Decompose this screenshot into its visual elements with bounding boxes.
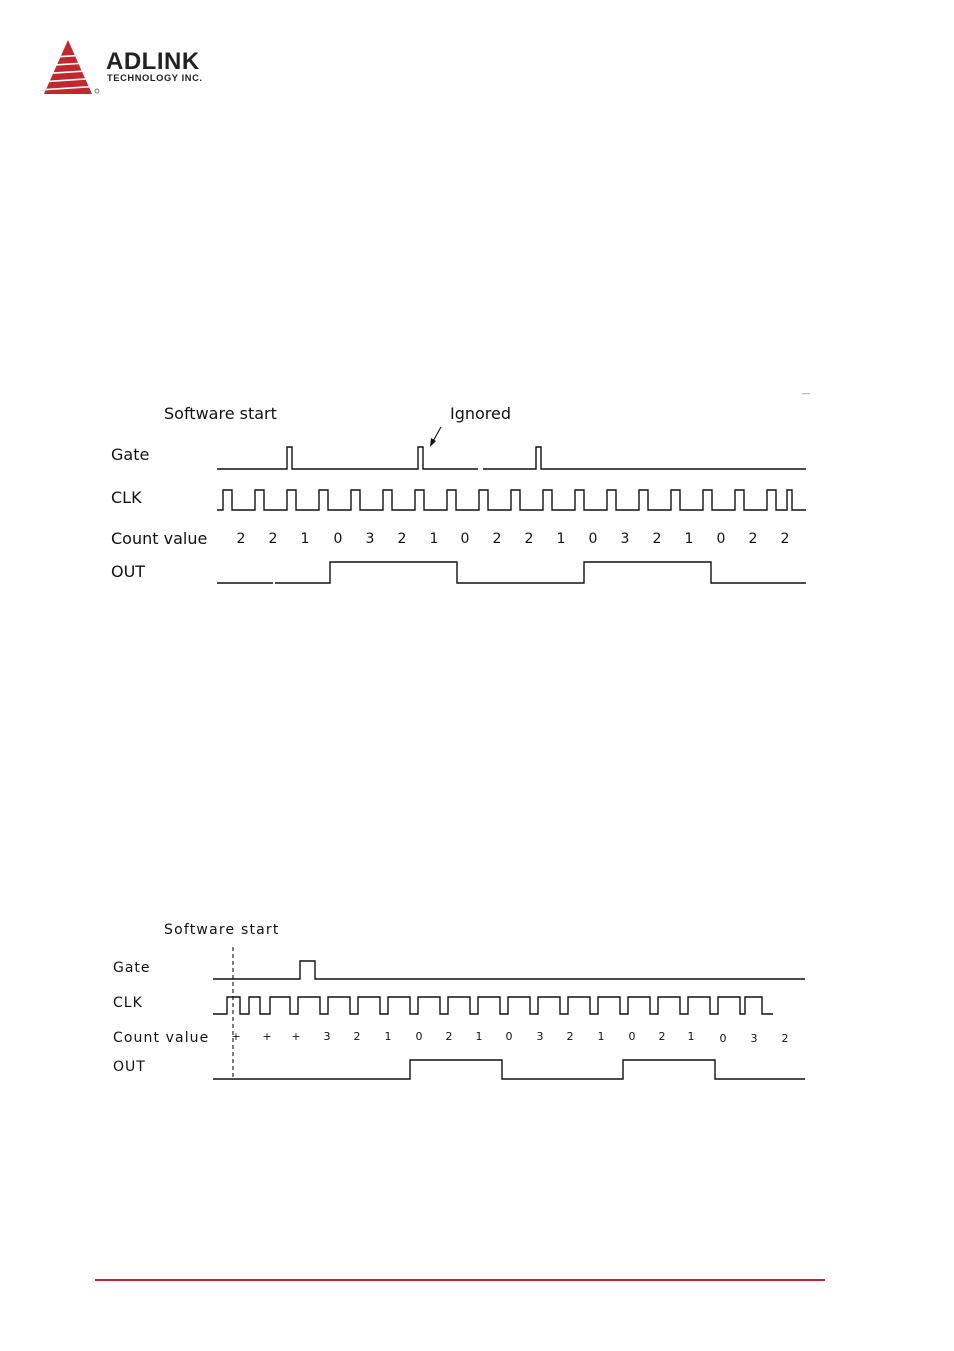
count-value: 3 <box>536 1030 544 1043</box>
count-value: 1 <box>597 1030 605 1043</box>
count-value: 2 <box>566 1030 574 1043</box>
count-value: 2 <box>524 531 534 547</box>
software-start-label: Software start <box>164 404 277 423</box>
count-value: 1 <box>475 1030 483 1043</box>
count-value: 3 <box>620 531 630 547</box>
count-value: 1 <box>556 531 566 547</box>
count-value: 2 <box>780 531 790 547</box>
brand-name: ADLINK <box>106 48 200 75</box>
count-value: 3 <box>323 1030 331 1043</box>
count-value: + <box>262 1030 272 1043</box>
ignored-label: Ignored <box>450 404 512 423</box>
count-value: 2 <box>652 531 662 547</box>
count-value: 0 <box>505 1030 513 1043</box>
count-value-label: Count value <box>113 1030 210 1046</box>
count-value: 2 <box>397 531 407 547</box>
count-value: 1 <box>687 1030 695 1043</box>
out-label: OUT <box>111 562 146 581</box>
count-value: 3 <box>365 531 375 547</box>
out-waveform <box>217 562 806 583</box>
count-value: 1 <box>300 531 310 547</box>
count-value: 1 <box>384 1030 392 1043</box>
gate-waveform <box>213 961 805 979</box>
count-value: 3 <box>750 1032 758 1045</box>
gate-label: Gate <box>111 445 150 464</box>
count-value: 2 <box>236 531 246 547</box>
count-value: 2 <box>748 531 758 547</box>
out-label: OUT <box>113 1059 146 1075</box>
gate-label: Gate <box>113 960 151 976</box>
count-value: 2 <box>658 1030 666 1043</box>
gate-waveform <box>217 447 806 469</box>
count-value: 0 <box>588 531 598 547</box>
timing-diagram-1 <box>0 395 954 600</box>
count-value: 1 <box>684 531 694 547</box>
count-value: 2 <box>492 531 502 547</box>
brand-tagline: TECHNOLOGY INC. <box>107 73 203 83</box>
count-value: 0 <box>716 531 726 547</box>
scan-mark <box>802 393 810 394</box>
out-waveform <box>213 1060 805 1079</box>
count-value: 2 <box>353 1030 361 1043</box>
count-value: 1 <box>429 531 439 547</box>
count-value: 0 <box>628 1030 636 1043</box>
count-value: + <box>231 1030 241 1043</box>
count-value: 0 <box>460 531 470 547</box>
ignored-arrow-icon <box>430 427 441 447</box>
clk-label: CLK <box>111 488 142 507</box>
count-value: 2 <box>268 531 278 547</box>
count-value-label: Count value <box>111 529 208 548</box>
software-start-label: Software start <box>164 922 280 938</box>
timing-diagram-2 <box>0 915 954 1095</box>
footer-rule <box>95 1279 825 1281</box>
count-value: 0 <box>415 1030 423 1043</box>
count-values <box>231 1030 788 1045</box>
count-values <box>237 531 790 547</box>
count-value: + <box>291 1030 301 1043</box>
count-value: 2 <box>781 1032 789 1045</box>
count-value: 2 <box>445 1030 453 1043</box>
clk-waveform <box>217 490 806 510</box>
count-value: 0 <box>333 531 343 547</box>
count-value: 0 <box>719 1032 727 1045</box>
clk-label: CLK <box>113 995 143 1011</box>
clk-waveform <box>213 997 773 1014</box>
